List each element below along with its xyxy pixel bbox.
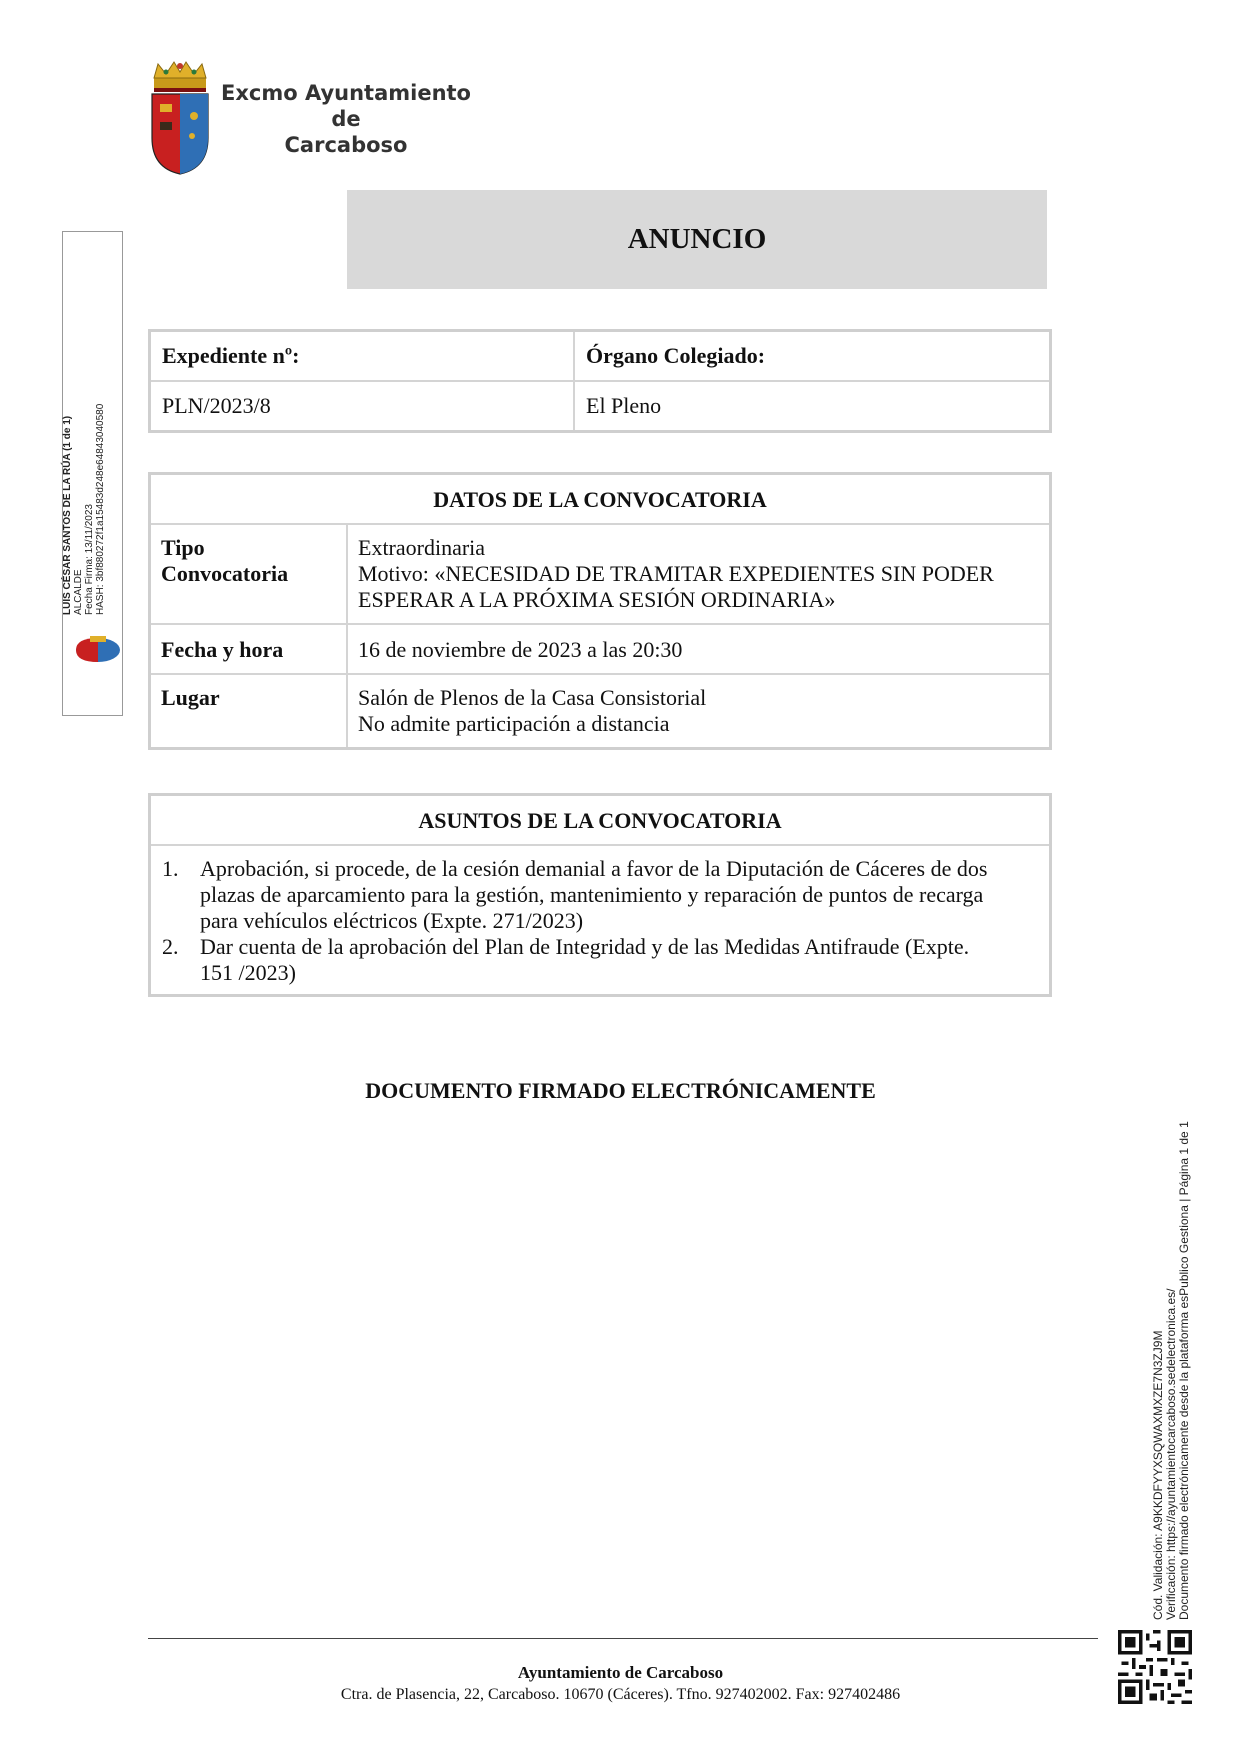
motivo-line-1: Motivo: «NECESIDAD DE TRAMITAR EXPEDIENTES SIN PODER [358,561,994,586]
item-text [200,934,969,986]
expediente-table [148,329,1052,433]
item-number: 1. [162,856,179,881]
asuntos-list-cell [150,845,1051,996]
convocatoria-table [148,472,1052,750]
item-line: Aprobación, si procede, de la cesión demanial a favor de la Diputación de Cáceres de dos [200,856,988,881]
expediente-label: Expediente nº: [150,331,575,382]
item-line: plazas de aparcamiento para la gestión, mantenimiento y reparación de puntos de recarga [200,882,984,907]
organo-label: Órgano Colegiado: [574,331,1051,382]
stamp-hash: HASH: 3bf880272f1a15483d248e6484304058​0 [95,403,106,615]
stamp-signer: LUIS CÉSAR SANTOS DE LA RÚA (1 de 1) [62,415,73,615]
asuntos-heading: ASUNTOS DE LA CONVOCATORIA [150,795,1051,846]
title-box [347,190,1047,289]
fecha-value: 16 de noviembre de 2023 a las 20:30 [347,624,1051,674]
lugar-label: Lugar [150,674,348,749]
tipo-value-cell [347,524,1051,624]
item-text [200,856,987,934]
stamp-crest-icon [74,634,122,664]
organization-name [200,80,492,158]
list-item [162,856,1039,934]
page-title: ANUNCIO [627,223,767,255]
fecha-label: Fecha y hora [150,624,348,674]
tipo-label-line-2: Convocatoria [161,561,289,586]
item-number: 2. [162,934,179,959]
verification-code: Cód. Validación: A9KKDFYYXSQWAXMXZE7N3ZJ9M [1151,1330,1165,1620]
footer-divider [148,1638,1098,1639]
asuntos-list [162,856,1039,986]
lugar-line-1: Salón de Plenos de la Casa Consistorial [358,685,707,710]
verification-note: Documento firmado electrónicamente desde la plataforma esPublico Gestiona | Página 1 de 1 [1177,1121,1191,1620]
expediente-value: PLN/2023/8 [150,381,575,432]
item-line: Dar cuenta de la aprobación del Plan de Integridad y de las Medidas Antifraude (Expte. [200,934,970,959]
org-line-3: Carcaboso [284,133,408,157]
convocatoria-heading: DATOS DE LA CONVOCATORIA [150,474,1051,525]
footer-address: Ctra. de Plasencia, 22, Carcaboso. 10670 (Cáceres). Tfno. 927402002. Fax: 927402486 [340,1686,901,1703]
stamp-role: ALCALDE [73,569,84,615]
stamp-date: Fecha Firma: 13/11/2023 [84,504,95,615]
signed-notice: DOCUMENTO FIRMADO ELECTRÓNICAMENTE [365,1078,876,1103]
lugar-line-2: No admite participación a distancia [358,711,670,736]
tipo-value: Extraordinaria [358,535,486,560]
verification-url: Verificación: https://ayuntamientocarcaboso.sedelectronica.es/ [1164,1288,1178,1620]
footer-name: Ayuntamiento de Carcaboso [517,1663,724,1682]
tipo-label [150,524,348,624]
list-item [162,934,1039,986]
motivo-line-2: ESPERAR A LA PRÓXIMA SESIÓN ORDINARIA» [358,587,836,612]
item-line: para vehículos eléctricos (Expte. 271/2023) [200,908,584,933]
item-line: 151 /2023) [200,960,296,985]
asuntos-table [148,793,1052,997]
org-line-2: de [331,107,361,131]
organo-value: El Pleno [574,381,1051,432]
lugar-value-cell [347,674,1051,749]
org-line-1: Excmo Ayuntamiento [220,81,471,105]
tipo-label-line-1: Tipo [161,535,205,560]
